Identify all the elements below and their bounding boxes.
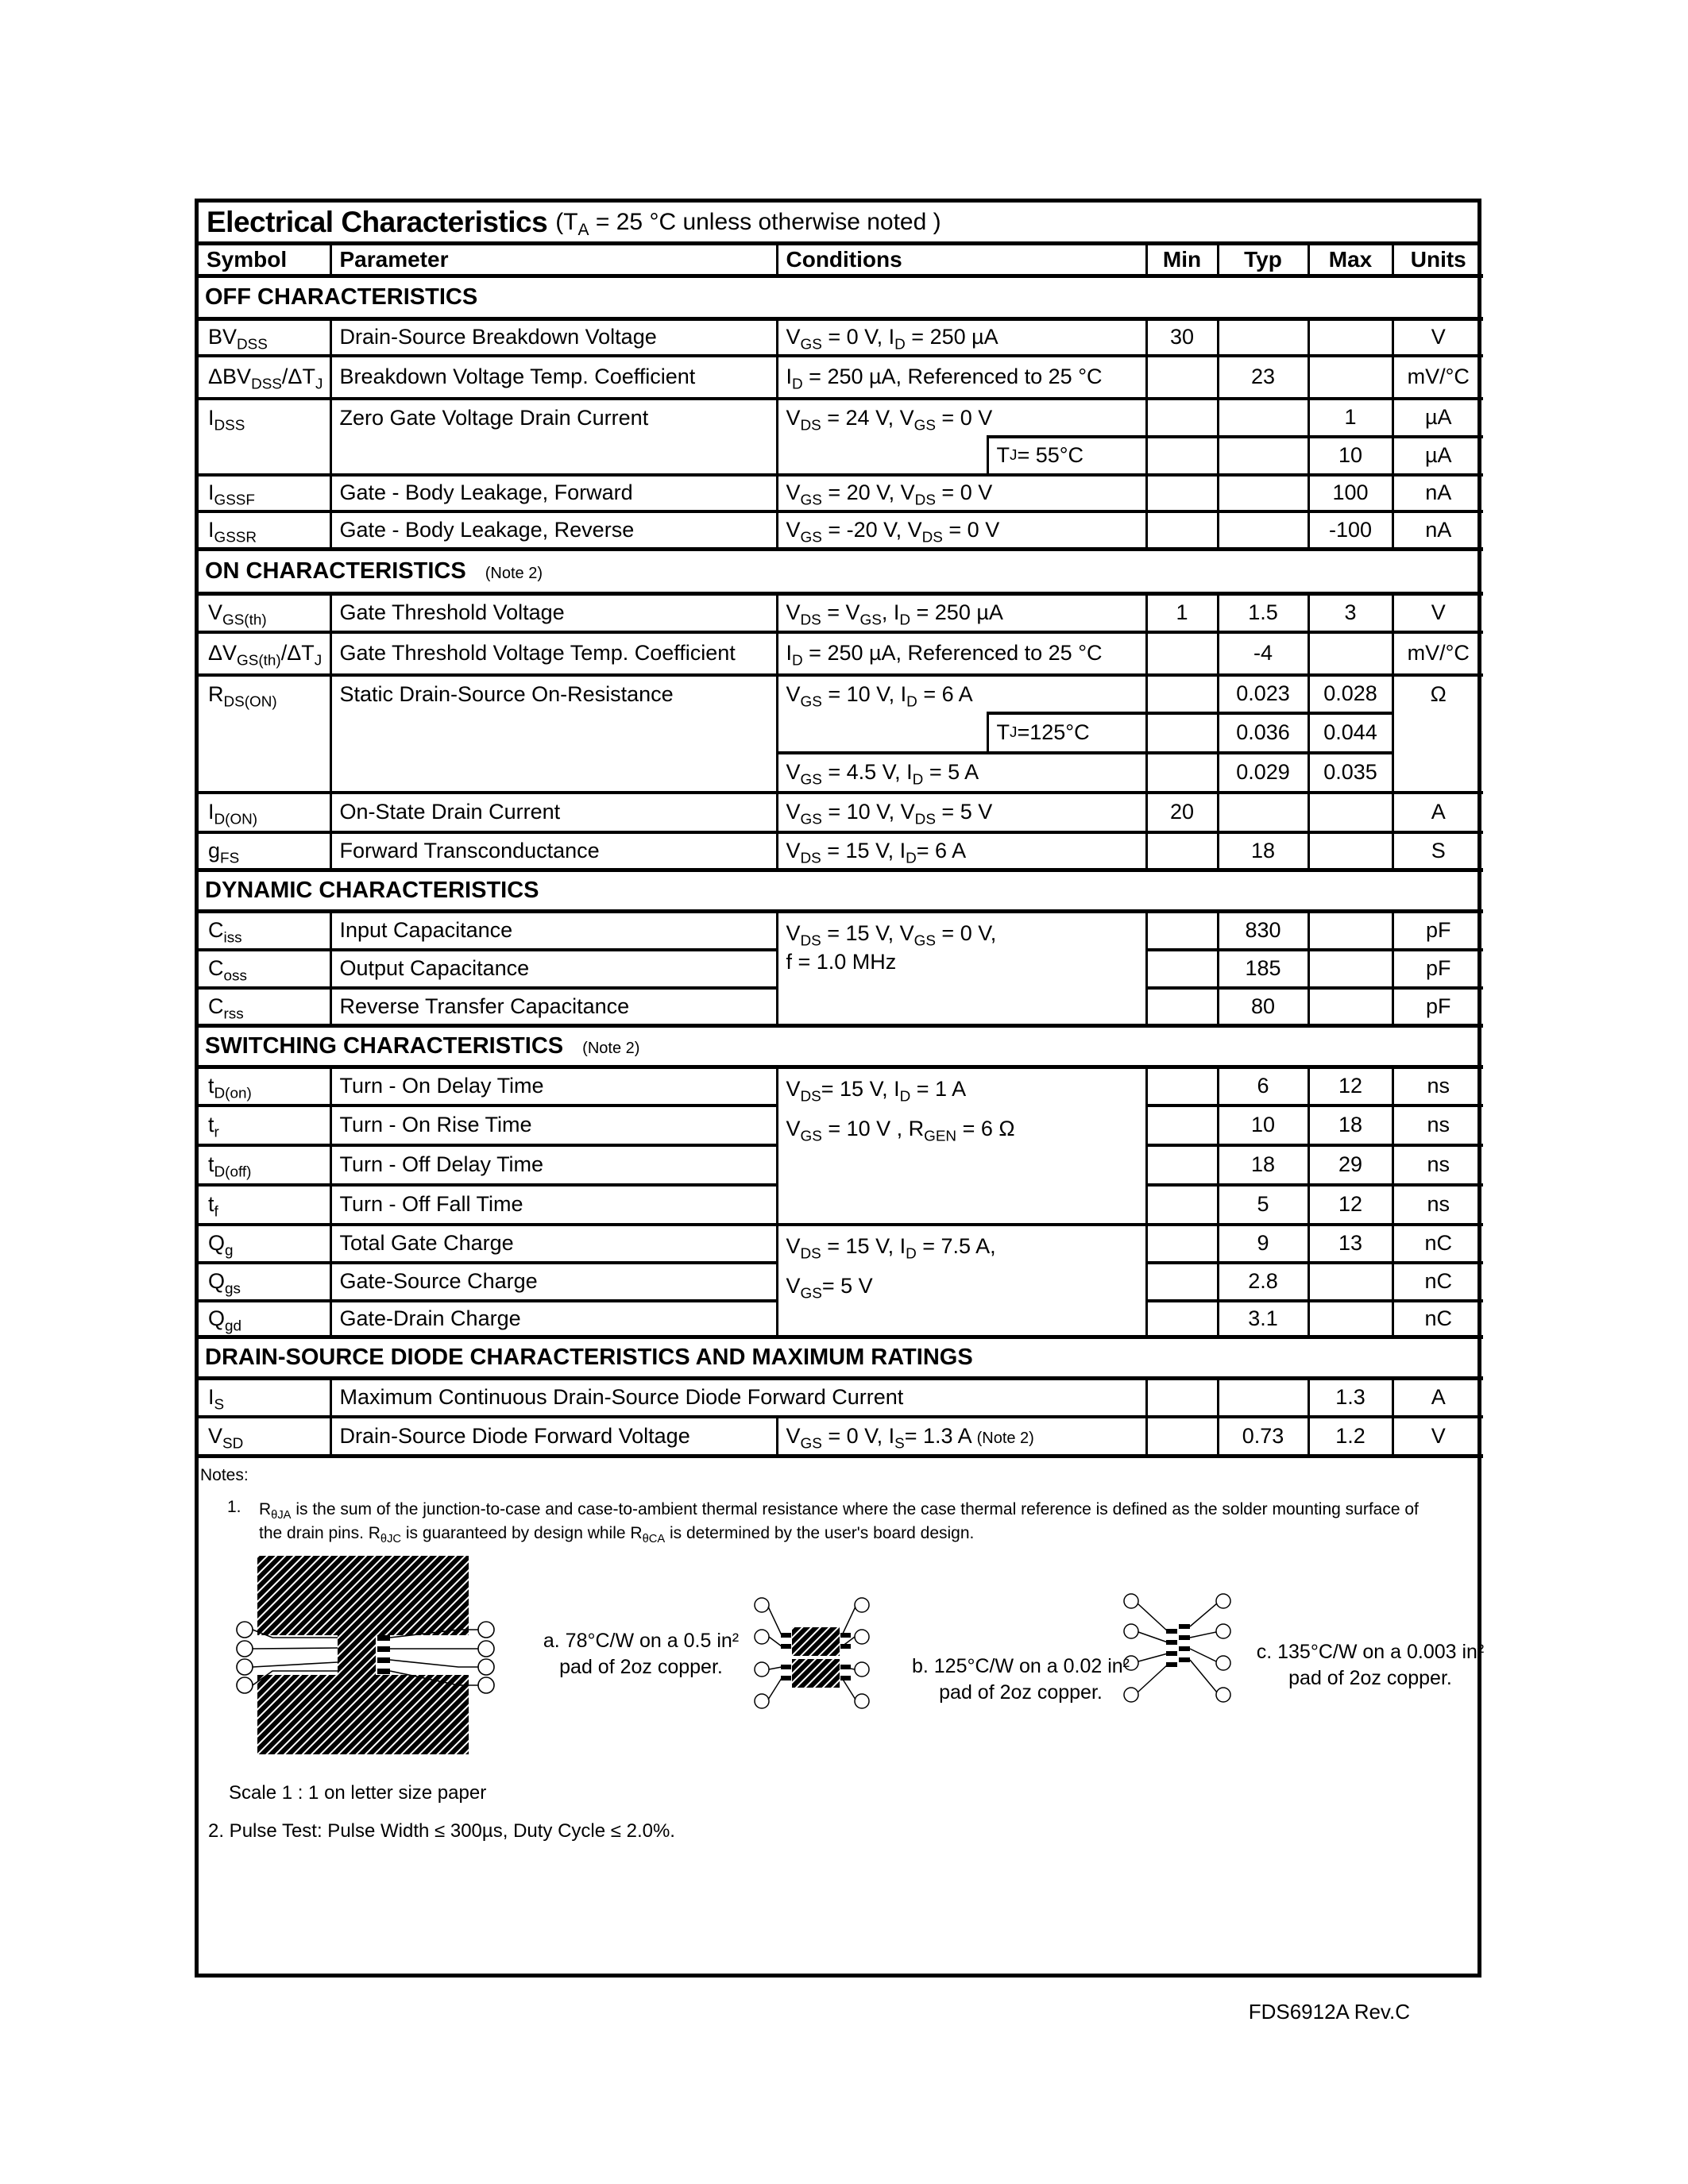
max-cell bbox=[1308, 632, 1393, 675]
typ-cell: 1.5 bbox=[1218, 594, 1308, 632]
max-cell bbox=[1308, 950, 1393, 988]
pad-label-a bbox=[510, 1628, 772, 1680]
typ-cell: 5 bbox=[1218, 1185, 1308, 1225]
conditions-cell: $V_{GS} = 10$ V, $I_D = 6$ A T J =125°C bbox=[777, 675, 1146, 753]
column-header-conditions: Conditions bbox=[777, 245, 1146, 276]
min-cell bbox=[1146, 1225, 1218, 1263]
typ-cell: 0.023 bbox=[1218, 675, 1308, 713]
units-cell: µA bbox=[1393, 399, 1483, 437]
symbol-cell: $V_{SD}$ bbox=[199, 1417, 330, 1457]
table-row bbox=[199, 594, 1483, 632]
max-cell: 3 bbox=[1308, 594, 1393, 632]
symbol-cell: $C_{oss}$ bbox=[199, 950, 330, 988]
typ-cell: 10 bbox=[1218, 1106, 1308, 1145]
min-cell bbox=[1146, 1145, 1218, 1185]
symbol-cell: $R_{DS(ON)}$ bbox=[199, 675, 330, 793]
symbol-cell: $\Delta BV_{DSS}/\Delta T_J$ bbox=[199, 356, 330, 399]
units-cell: ns bbox=[1393, 1145, 1483, 1185]
conditions-cell: $V_{GS} = 10$ V, $V_{DS} = 5$ V bbox=[777, 793, 1146, 832]
max-cell: 18 bbox=[1308, 1106, 1393, 1145]
units-cell: mV/°C bbox=[1393, 632, 1483, 675]
min-cell bbox=[1146, 988, 1218, 1026]
parameter-cell: Drain-Source Breakdown Voltage bbox=[330, 319, 777, 356]
pad-diagram-c bbox=[1122, 1592, 1233, 1712]
table-row bbox=[199, 511, 1483, 550]
parameter-cell: Turn - Off Fall Time bbox=[330, 1185, 777, 1225]
max-cell bbox=[1308, 356, 1393, 399]
symbol-cell: $I_{GSSR}$ bbox=[199, 511, 330, 550]
max-cell: 13 bbox=[1308, 1225, 1393, 1263]
min-cell bbox=[1146, 399, 1218, 437]
page-title-condition-note: ($T_A = 25$ °C unless otherwise noted ) bbox=[555, 208, 941, 239]
min-cell bbox=[1146, 832, 1218, 870]
parameter-cell: Gate-Source Charge bbox=[330, 1263, 777, 1301]
typ-cell: 185 bbox=[1218, 950, 1308, 988]
conditions-cell bbox=[777, 912, 1146, 1026]
symbol-cell: $I_{DSS}$ bbox=[199, 399, 330, 475]
min-cell bbox=[1146, 475, 1218, 511]
conditions-cell: $V_{DS} = 24$ V, $V_{GS} = 0$ V T J = 55°C bbox=[777, 399, 1146, 475]
parameter-cell: Maximum Continuous Drain-Source Diode Forward Current bbox=[330, 1379, 1146, 1417]
table-row bbox=[199, 912, 1483, 950]
max-cell bbox=[1308, 1301, 1393, 1337]
conditions-cell: $V_{GS} = 0$ V, $I_S= 1.3$ A (Note 2) bbox=[777, 1417, 1146, 1457]
min-cell bbox=[1146, 511, 1218, 550]
symbol-cell: $g_{FS}$ bbox=[199, 832, 330, 870]
section-row bbox=[199, 870, 1483, 912]
units-cell: A bbox=[1393, 793, 1483, 832]
section-header: DRAIN-SOURCE DIODE CHARACTERISTICS AND MAXIMUM RATINGS bbox=[199, 1337, 1483, 1379]
thermal-pad-diagrams bbox=[199, 1552, 1485, 1768]
symbol-cell: $BV_{DSS}$ bbox=[199, 319, 330, 356]
max-cell bbox=[1308, 1263, 1393, 1301]
conditions-cell: $V_{GS} = 20$ V, $V_{DS} = 0$ V bbox=[777, 475, 1146, 511]
units-cell: nC bbox=[1393, 1225, 1483, 1263]
units-cell: mV/°C bbox=[1393, 356, 1483, 399]
conditions-line: f = 1.0 MHz bbox=[786, 950, 897, 974]
units-cell: S bbox=[1393, 832, 1483, 870]
footer-doc-id: FDS6912A Rev.C bbox=[1248, 2000, 1410, 2024]
condition-subcell: T J =125°C bbox=[987, 712, 1145, 751]
min-cell bbox=[1146, 356, 1218, 399]
typ-cell: 830 bbox=[1218, 912, 1308, 950]
max-cell: -100 bbox=[1308, 511, 1393, 550]
min-cell bbox=[1146, 1185, 1218, 1225]
parameter-cell: Static Drain-Source On-Resistance bbox=[330, 675, 777, 793]
typ-cell: 9 bbox=[1218, 1225, 1308, 1263]
page-title-bar bbox=[199, 203, 1477, 245]
units-cell: pF bbox=[1393, 988, 1483, 1026]
datasheet-page-frame bbox=[195, 199, 1485, 1978]
min-cell bbox=[1146, 675, 1218, 713]
notes-label: Notes: bbox=[200, 1466, 249, 1484]
min-cell bbox=[1146, 950, 1218, 988]
parameter-cell: Gate - Body Leakage, Reverse bbox=[330, 511, 777, 550]
table-header-row bbox=[199, 245, 1483, 276]
symbol-cell: $Q_{gs}$ bbox=[199, 1263, 330, 1301]
max-cell: 29 bbox=[1308, 1145, 1393, 1185]
units-cell: pF bbox=[1393, 912, 1483, 950]
table-row bbox=[199, 1067, 1483, 1106]
page-title: Electrical Characteristics bbox=[207, 205, 548, 238]
min-cell bbox=[1146, 713, 1218, 753]
typ-cell: 0.73 bbox=[1218, 1417, 1308, 1457]
column-header-max: Max bbox=[1308, 245, 1393, 276]
parameter-cell: Zero Gate Voltage Drain Current bbox=[330, 399, 777, 475]
max-cell: 1 bbox=[1308, 399, 1393, 437]
typ-cell: 80 bbox=[1218, 988, 1308, 1026]
conditions-line: $V_{DS}= 15$ V, $I_D = 1$ A bbox=[786, 1077, 967, 1106]
min-cell bbox=[1146, 1301, 1218, 1337]
parameter-cell: Turn - On Delay Time bbox=[330, 1067, 777, 1106]
parameter-cell: On-State Drain Current bbox=[330, 793, 777, 832]
scale-note: Scale 1 : 1 on letter size paper bbox=[229, 1782, 487, 1804]
column-header-symbol: Symbol bbox=[199, 245, 330, 276]
typ-cell: 18 bbox=[1218, 1145, 1308, 1185]
typ-cell: -4 bbox=[1218, 632, 1308, 675]
pad-label-c bbox=[1255, 1639, 1485, 1692]
conditions-cell: $V_{GS} = -20$ V, $V_{DS} = 0$ V bbox=[777, 511, 1146, 550]
parameter-cell: Reverse Transfer Capacitance bbox=[330, 988, 777, 1026]
note-1-number: 1. bbox=[227, 1498, 241, 1516]
note-1-text: $R_{\theta JA}$ is the sum of the junction-to-case and case-to-ambient thermal resistance where the case thermal reference is defined as the solder mounting surface of the drain pins. $R_{\theta JC}$ is guaranteed by design while $R_{\theta CA}$ is determined by the user's board design. bbox=[259, 1500, 1419, 1546]
pad-label-b-line2: pad of 2oz copper. bbox=[939, 1681, 1103, 1704]
conditions-line: $V_{DS} = 15$ V, $V_{GS} = 0$ V, bbox=[786, 921, 997, 950]
parameter-cell: Turn - On Rise Time bbox=[330, 1106, 777, 1145]
parameter-cell: Turn - Off Delay Time bbox=[330, 1145, 777, 1185]
typ-cell bbox=[1218, 793, 1308, 832]
min-cell bbox=[1146, 753, 1218, 793]
symbol-cell: $V_{GS(th)}$ bbox=[199, 594, 330, 632]
table-row bbox=[199, 319, 1483, 356]
section-header: DYNAMIC CHARACTERISTICS bbox=[199, 870, 1483, 912]
parameter-cell: Output Capacitance bbox=[330, 950, 777, 988]
electrical-characteristics-table bbox=[199, 245, 1483, 1458]
units-cell: A bbox=[1393, 1379, 1483, 1417]
max-cell: 1.3 bbox=[1308, 1379, 1393, 1417]
units-cell: ns bbox=[1393, 1067, 1483, 1106]
typ-cell bbox=[1218, 399, 1308, 437]
min-cell bbox=[1146, 1417, 1218, 1457]
typ-cell: 2.8 bbox=[1218, 1263, 1308, 1301]
symbol-cell: $C_{rss}$ bbox=[199, 988, 330, 1026]
table-row bbox=[199, 399, 1483, 437]
symbol-cell: $t_{D(off)}$ bbox=[199, 1145, 330, 1185]
table-row bbox=[199, 1379, 1483, 1417]
symbol-cell: $I_{GSSF}$ bbox=[199, 475, 330, 511]
symbol-cell: $t_r$ bbox=[199, 1106, 330, 1145]
section-header: SWITCHING CHARACTERISTICS (Note 2) bbox=[199, 1026, 1483, 1067]
parameter-cell: Gate Threshold Voltage bbox=[330, 594, 777, 632]
typ-cell: 3.1 bbox=[1218, 1301, 1308, 1337]
section-row bbox=[199, 276, 1483, 319]
min-cell bbox=[1146, 912, 1218, 950]
conditions-cell: $I_D = 250$ µA, Referenced to 25 °C bbox=[777, 632, 1146, 675]
symbol-cell: $\Delta V_{GS(th)}/\Delta T_J$ bbox=[199, 632, 330, 675]
max-cell: 100 bbox=[1308, 475, 1393, 511]
max-cell bbox=[1308, 319, 1393, 356]
symbol-cell: $I_S$ bbox=[199, 1379, 330, 1417]
condition-subcell: T J = 55°C bbox=[987, 435, 1145, 473]
symbol-cell: $t_{D(on)}$ bbox=[199, 1067, 330, 1106]
units-cell: V bbox=[1393, 594, 1483, 632]
parameter-cell: Gate-Drain Charge bbox=[330, 1301, 777, 1337]
conditions-cell bbox=[777, 1225, 1146, 1337]
typ-cell: 18 bbox=[1218, 832, 1308, 870]
min-cell: 30 bbox=[1146, 319, 1218, 356]
units-cell: ns bbox=[1393, 1106, 1483, 1145]
units-cell: nC bbox=[1393, 1301, 1483, 1337]
conditions-cell: $V_{GS} = 0$ V, $I_D = 250$ µA bbox=[777, 319, 1146, 356]
typ-cell: 6 bbox=[1218, 1067, 1308, 1106]
max-cell bbox=[1308, 912, 1393, 950]
table-row bbox=[199, 475, 1483, 511]
parameter-cell: Gate - Body Leakage, Forward bbox=[330, 475, 777, 511]
max-cell: 10 bbox=[1308, 437, 1393, 475]
pad-label-c-line1: c. 135°C/W on a 0.003 in² bbox=[1256, 1641, 1485, 1663]
units-cell: nA bbox=[1393, 475, 1483, 511]
max-cell: 0.035 bbox=[1308, 753, 1393, 793]
max-cell bbox=[1308, 832, 1393, 870]
units-cell: nC bbox=[1393, 1263, 1483, 1301]
conditions-cell: $I_D = 250$ µA, Referenced to 25 °C bbox=[777, 356, 1146, 399]
typ-cell: 0.036 bbox=[1218, 713, 1308, 753]
units-cell: V bbox=[1393, 1417, 1483, 1457]
max-cell: 12 bbox=[1308, 1185, 1393, 1225]
typ-cell bbox=[1218, 437, 1308, 475]
typ-cell bbox=[1218, 511, 1308, 550]
column-header-parameter: Parameter bbox=[330, 245, 777, 276]
conditions-line: $V_{GS}= 5$ V bbox=[786, 1273, 873, 1302]
typ-cell bbox=[1218, 319, 1308, 356]
pad-label-c-line2: pad of 2oz copper. bbox=[1288, 1667, 1452, 1689]
conditions-cell: $V_{DS} = 15$ V, $I_D= 6$ A bbox=[777, 832, 1146, 870]
typ-cell bbox=[1218, 1379, 1308, 1417]
units-cell: V bbox=[1393, 319, 1483, 356]
conditions-cell bbox=[777, 1067, 1146, 1225]
table-row bbox=[199, 1417, 1483, 1457]
table-row bbox=[199, 793, 1483, 832]
min-cell: 1 bbox=[1146, 594, 1218, 632]
table-row bbox=[199, 675, 1483, 713]
parameter-cell: Breakdown Voltage Temp. Coefficient bbox=[330, 356, 777, 399]
table-row bbox=[199, 1225, 1483, 1263]
symbol-cell: $t_f$ bbox=[199, 1185, 330, 1225]
symbol-cell: $C_{iss}$ bbox=[199, 912, 330, 950]
min-cell bbox=[1146, 1379, 1218, 1417]
notes-block bbox=[199, 1466, 1477, 1545]
pad-label-a-line2: pad of 2oz copper. bbox=[559, 1656, 723, 1678]
max-cell: 0.028 bbox=[1308, 675, 1393, 713]
units-cell: ns bbox=[1393, 1185, 1483, 1225]
section-row bbox=[199, 550, 1483, 594]
conditions-line: $V_{GS} = 10$ V , $R_{GEN} = 6$ Ω bbox=[786, 1117, 1015, 1145]
pad-diagram-b bbox=[752, 1596, 871, 1711]
table-row bbox=[199, 832, 1483, 870]
symbol-cell: $Q_{gd}$ bbox=[199, 1301, 330, 1337]
max-cell bbox=[1308, 988, 1393, 1026]
min-cell bbox=[1146, 1106, 1218, 1145]
section-row bbox=[199, 1026, 1483, 1067]
min-cell: 20 bbox=[1146, 793, 1218, 832]
units-cell: µA bbox=[1393, 437, 1483, 475]
table-row bbox=[199, 632, 1483, 675]
min-cell bbox=[1146, 1067, 1218, 1106]
typ-cell: 0.029 bbox=[1218, 753, 1308, 793]
note-2-pulse-test: 2. Pulse Test: Pulse Width ≤ 300µs, Duty Cycle ≤ 2.0%. bbox=[208, 1820, 675, 1842]
section-header: OFF CHARACTERISTICS bbox=[199, 276, 1483, 319]
parameter-cell: Total Gate Charge bbox=[330, 1225, 777, 1263]
typ-cell bbox=[1218, 475, 1308, 511]
typ-cell: 23 bbox=[1218, 356, 1308, 399]
pad-label-b bbox=[898, 1653, 1144, 1706]
symbol-cell: $I_{D(ON)}$ bbox=[199, 793, 330, 832]
section-row bbox=[199, 1337, 1483, 1379]
pad-diagram-a bbox=[234, 1552, 496, 1758]
conditions-line: $V_{DS} = 15$ V, $I_D = 7.5$ A, bbox=[786, 1233, 996, 1262]
max-cell: 0.044 bbox=[1308, 713, 1393, 753]
units-cell: pF bbox=[1393, 950, 1483, 988]
pad-label-a-line1: a. 78°C/W on a 0.5 in² bbox=[543, 1630, 740, 1652]
min-cell bbox=[1146, 632, 1218, 675]
min-cell bbox=[1146, 1263, 1218, 1301]
conditions-cell: $V_{DS} = V_{GS}$, $I_D = 250$ µA bbox=[777, 594, 1146, 632]
section-header: ON CHARACTERISTICS (Note 2) bbox=[199, 550, 1483, 594]
note-1 bbox=[200, 1498, 1477, 1545]
conditions-cell: $V_{GS} = 4.5$ V, $I_D = 5$ A bbox=[777, 753, 1146, 793]
pad-label-b-line1: b. 125°C/W on a 0.02 in² bbox=[911, 1655, 1130, 1677]
max-cell: 1.2 bbox=[1308, 1417, 1393, 1457]
column-header-typ: Typ bbox=[1218, 245, 1308, 276]
table-row bbox=[199, 356, 1483, 399]
parameter-cell: Input Capacitance bbox=[330, 912, 777, 950]
units-cell: nA bbox=[1393, 511, 1483, 550]
min-cell bbox=[1146, 437, 1218, 475]
symbol-cell: $Q_g$ bbox=[199, 1225, 330, 1263]
max-cell: 12 bbox=[1308, 1067, 1393, 1106]
column-header-min: Min bbox=[1146, 245, 1218, 276]
parameter-cell: Gate Threshold Voltage Temp. Coefficient bbox=[330, 632, 777, 675]
max-cell bbox=[1308, 793, 1393, 832]
units-cell: Ω bbox=[1393, 675, 1483, 793]
parameter-cell: Forward Transconductance bbox=[330, 832, 777, 870]
column-header-units: Units bbox=[1393, 245, 1483, 276]
parameter-cell: Drain-Source Diode Forward Voltage bbox=[330, 1417, 777, 1457]
